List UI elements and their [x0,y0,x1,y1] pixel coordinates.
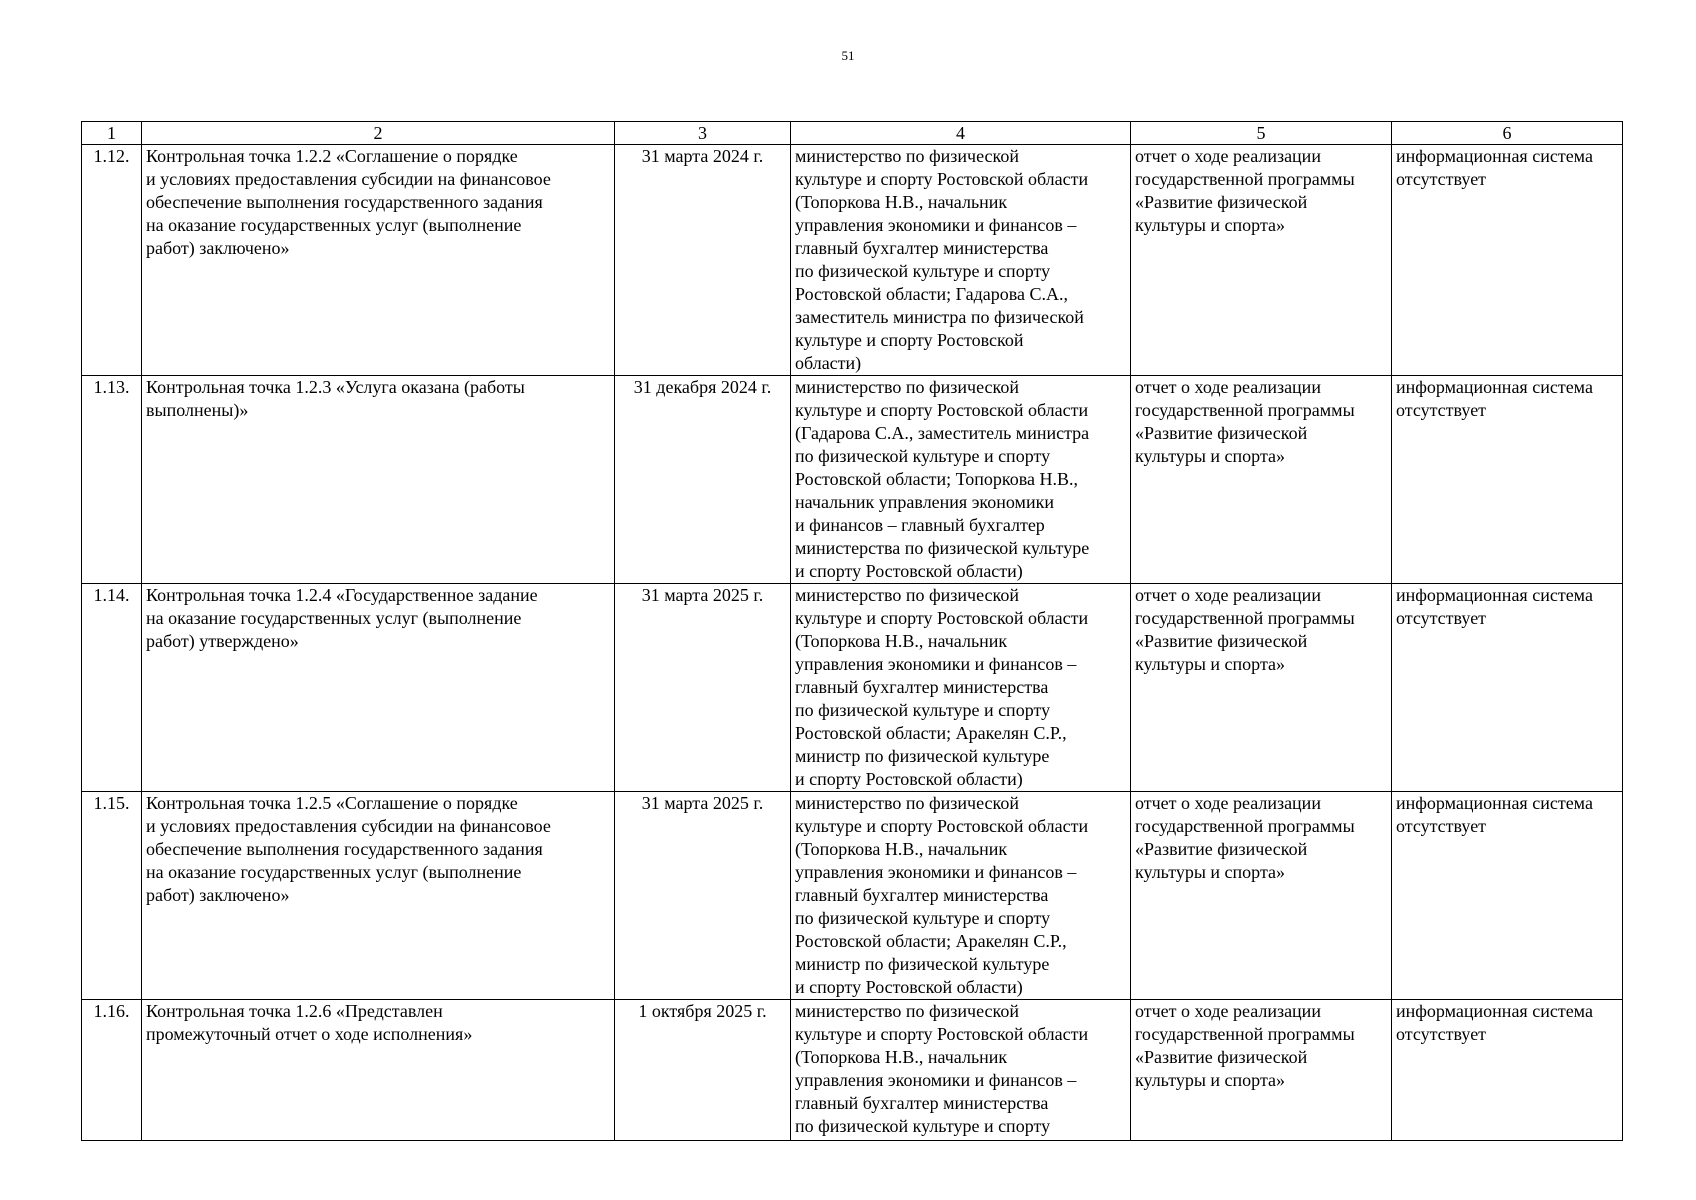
page-number: 51 [841,48,855,63]
responsible-executor: министерство по физической культуре и спорту Ростовской области (Топоркова Н.В., начальник управления экономики и финансов – главный бухгалтер министерства по физической культуре и спорту Ростовской области; Аракелян С.Р., министр по физической культуре и спорту Ростовской области) [791,792,1131,1000]
table-row [82,376,1623,584]
column-header-5: 5 [1131,122,1392,145]
confirming-document: отчет о ходе реализации государственной программы «Развитие физической культуры и спорта» [1131,584,1392,792]
control-point-name: Контрольная точка 1.2.5 «Соглашение о порядке и условиях предоставления субсидии на финансовое обеспечение выполнения государственного задания на оказание государственных услуг (выполнение работ) заключено» [142,792,615,1000]
control-point-name: Контрольная точка 1.2.2 «Соглашение о порядке и условиях предоставления субсидии на финансовое обеспечение выполнения государственного задания на оказание государственных услуг (выполнение работ) заключено» [142,145,615,376]
control-point-name: Контрольная точка 1.2.3 «Услуга оказана (работы выполнены)» [142,376,615,584]
table-row [82,792,1623,1000]
column-header-4: 4 [791,122,1131,145]
row-number: 1.12. [82,145,142,376]
table-row [82,584,1623,792]
information-system: информационная система отсутствует [1392,376,1623,584]
confirming-document: отчет о ходе реализации государственной программы «Развитие физической культуры и спорта» [1131,792,1392,1000]
row-number: 1.16. [82,1000,142,1141]
deadline-date: 31 декабря 2024 г. [615,376,791,584]
table-header-row [82,122,1623,145]
responsible-executor: министерство по физической культуре и спорту Ростовской области (Топоркова Н.В., начальник управления экономики и финансов – главный бухгалтер министерства по физической культуре и спорту Ростовской области; Аракелян С.Р., министр по физической культуре и спорту Ростовской области) [791,584,1131,792]
confirming-document: отчет о ходе реализации государственной программы «Развитие физической культуры и спорта» [1131,1000,1392,1141]
column-header-3: 3 [615,122,791,145]
deadline-date: 1 октября 2025 г. [615,1000,791,1141]
deadline-date: 31 марта 2025 г. [615,584,791,792]
confirming-document: отчет о ходе реализации государственной программы «Развитие физической культуры и спорта» [1131,376,1392,584]
control-point-name: Контрольная точка 1.2.4 «Государственное задание на оказание государственных услуг (выполнение работ) утверждено» [142,584,615,792]
row-number: 1.14. [82,584,142,792]
information-system: информационная система отсутствует [1392,1000,1623,1141]
control-point-name: Контрольная точка 1.2.6 «Представлен промежуточный отчет о ходе исполнения» [142,1000,615,1141]
information-system: информационная система отсутствует [1392,792,1623,1000]
column-header-2: 2 [142,122,615,145]
column-header-1: 1 [82,122,142,145]
row-number: 1.15. [82,792,142,1000]
confirming-document: отчет о ходе реализации государственной программы «Развитие физической культуры и спорта» [1131,145,1392,376]
information-system: информационная система отсутствует [1392,145,1623,376]
deadline-date: 31 марта 2024 г. [615,145,791,376]
responsible-executor: министерство по физической культуре и спорту Ростовской области (Топоркова Н.В., начальник управления экономики и финансов – главный бухгалтер министерства по физической культуре и спорту [791,1000,1131,1141]
responsible-executor: министерство по физической культуре и спорту Ростовской области (Гадарова С.А., заместитель министра по физической культуре и спорту Ростовской области; Топоркова Н.В., начальник управления экономики и финансов – главный бухгалтер министерства по физической культуре и спорту Ростовской области) [791,376,1131,584]
control-points-table [81,121,1623,1141]
table-row [82,1000,1623,1141]
table-row [82,145,1623,376]
deadline-date: 31 марта 2025 г. [615,792,791,1000]
information-system: информационная система отсутствует [1392,584,1623,792]
row-number: 1.13. [82,376,142,584]
responsible-executor: министерство по физической культуре и спорту Ростовской области (Топоркова Н.В., начальник управления экономики и финансов – главный бухгалтер министерства по физической культуре и спорту Ростовской области; Гадарова С.А., заместитель министра по физической культуре и спорту Ростовской области) [791,145,1131,376]
column-header-6: 6 [1392,122,1623,145]
